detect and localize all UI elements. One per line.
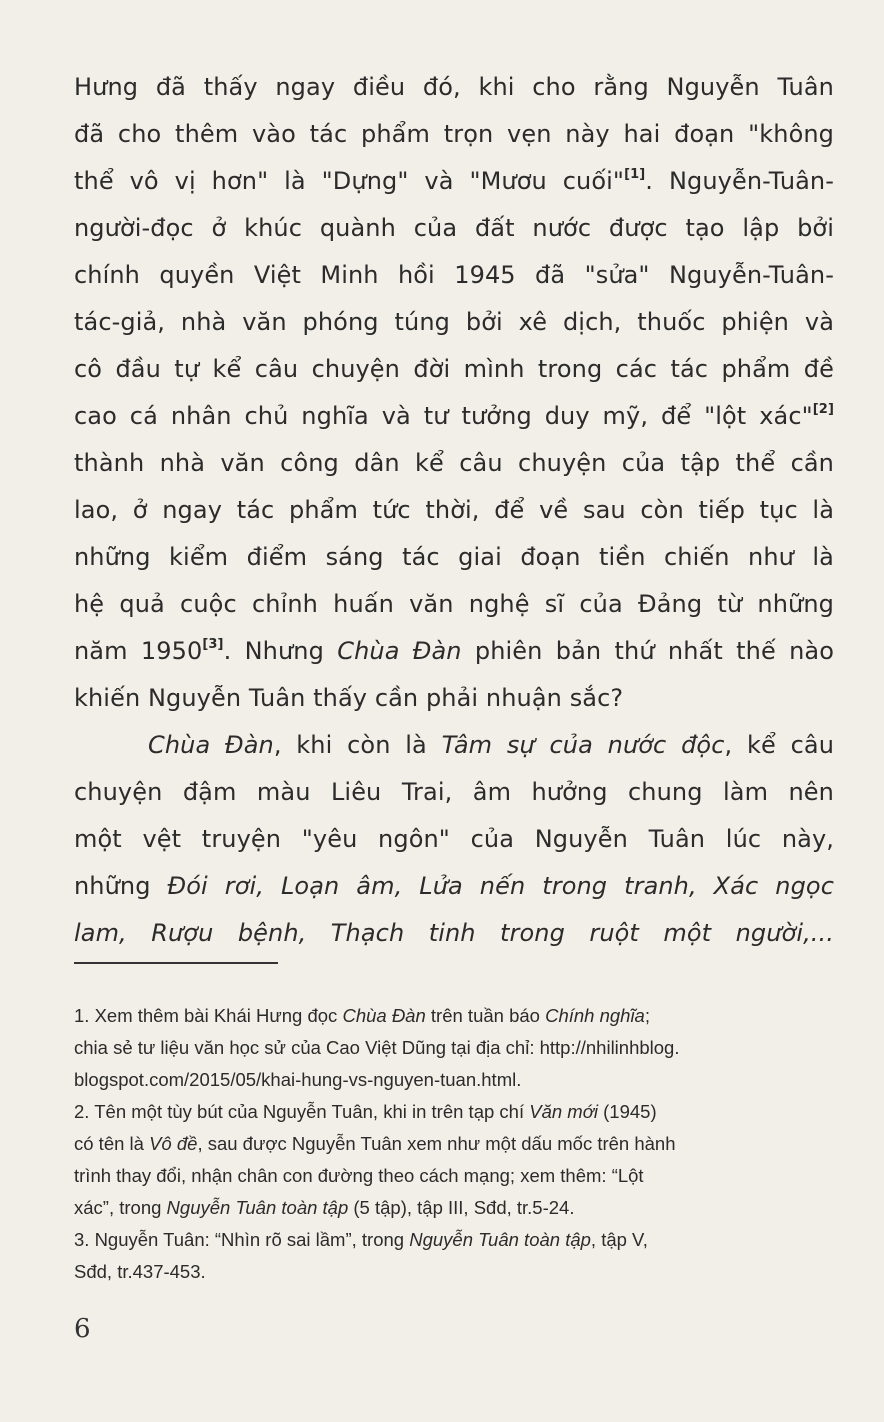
text-line (74, 299, 834, 346)
text-span: tác-giả, nhà văn phóng túng bởi xê dịch, thuốc phiện và (74, 308, 834, 336)
text-span: . Nguyễn-Tuân- (645, 167, 835, 195)
footnote-line (74, 1160, 834, 1192)
text-line (74, 111, 834, 158)
footnote-2 (74, 1096, 834, 1224)
footnotes (74, 1000, 834, 1288)
italic-title: Chùa Đàn (148, 731, 274, 759)
footnote-line (74, 1064, 834, 1096)
text-line (74, 910, 834, 957)
text-line (74, 393, 834, 440)
text-span: , sau được Nguyễn Tuân xem như một dấu mốc trên hành (197, 1133, 676, 1154)
footnote-ref-2[interactable]: [2] (812, 402, 834, 417)
text-line (74, 628, 834, 675)
footnote-divider (74, 962, 278, 964)
text-span: khiến Nguyễn Tuân thấy cần phải nhuận sắc? (74, 684, 624, 712)
text-span: một vệt truyện "yêu ngôn" của Nguyễn Tuân lúc này, (74, 825, 834, 853)
footnote-line (74, 1000, 834, 1032)
italic-title: Chùa Đàn (337, 637, 462, 665)
text-span: , khi còn là (273, 731, 442, 759)
italic-title: Nguyễn Tuân toàn tập (166, 1197, 349, 1218)
italic-title: Chùa Đàn (342, 1005, 426, 1026)
italic-title: Chính nghĩa (545, 1005, 645, 1026)
text-line (74, 675, 834, 722)
text-span: thể vô vị hơn" là "Dựng" và "Mươu cuối" (74, 167, 625, 195)
text-line (74, 769, 834, 816)
main-text (74, 64, 834, 957)
text-line (74, 346, 834, 393)
text-line (74, 487, 834, 534)
text-span: Sđd, tr.437-453. (74, 1261, 206, 1282)
text-span: phiên bản thứ nhất thế nào (461, 637, 834, 665)
text-span: trình thay đổi, nhận chân con đường theo cách mạng; xem thêm: “Lột (74, 1165, 644, 1186)
text-span: (5 tập), tập III, Sđd, tr.5-24. (348, 1197, 575, 1218)
footnote-line (74, 1032, 834, 1064)
italic-title: lam, Rượu bệnh, Thạch tinh trong ruột một người,... (74, 919, 834, 947)
footnote-ref-3[interactable]: [3] (202, 637, 224, 652)
url-text: chia sẻ tư liệu văn học sử của Cao Việt Dũng tại địa chỉ: http://nhilinhblog. (74, 1037, 680, 1058)
paragraph-1 (74, 64, 834, 722)
footnote-line (74, 1096, 834, 1128)
text-span: trên tuần báo (425, 1005, 546, 1026)
text-span: người-đọc ở khúc quành của đất nước được tạo lập bởi (74, 214, 834, 242)
paragraph-2 (74, 722, 834, 957)
text-line (74, 158, 834, 205)
text-span: , tập V, (590, 1229, 648, 1250)
footnote-line (74, 1192, 834, 1224)
text-line (74, 863, 834, 910)
text-span: , kể câu (724, 731, 834, 759)
text-line (74, 440, 834, 487)
text-span: hệ quả cuộc chỉnh huấn văn nghệ sĩ của Đảng từ những (74, 590, 834, 618)
text-span: năm 1950 (74, 637, 203, 665)
footnote-line (74, 1224, 834, 1256)
italic-title: Tâm sự của nước độc (441, 731, 725, 759)
text-span: những (74, 872, 168, 900)
text-span: cao cá nhân chủ nghĩa và tư tưởng duy mỹ, để "lột xác" (74, 402, 813, 430)
italic-title: Đói rơi, Loạn âm, Lửa nến trong tranh, Xác ngọc (167, 872, 835, 900)
text-span: có tên là (74, 1133, 150, 1154)
text-line (74, 816, 834, 863)
text-span: Hưng đã thấy ngay điều đó, khi cho rằng Nguyễn Tuân (74, 73, 834, 101)
text-span: . Nhưng (223, 637, 338, 665)
text-line (74, 252, 834, 299)
text-span: (1945) (598, 1101, 657, 1122)
text-span: 1. Xem thêm bài Khái Hưng đọc (74, 1005, 343, 1026)
text-span: đã cho thêm vào tác phẩm trọn vẹn này hai đoạn "không (74, 120, 834, 148)
footnote-ref-1[interactable]: [1] (624, 167, 646, 182)
text-span: 2. Tên một tùy bút của Nguyễn Tuân, khi in trên tạp chí (74, 1101, 530, 1122)
text-span: xác”, trong (74, 1197, 167, 1218)
page-number: 6 (74, 1314, 91, 1344)
text-span: chính quyền Việt Minh hồi 1945 đã "sửa" Nguyễn-Tuân- (74, 261, 834, 289)
text-span: cô đầu tự kể câu chuyện đời mình trong các tác phẩm đề (74, 355, 834, 383)
text-line (74, 722, 834, 769)
italic-title: Nguyễn Tuân toàn tập (409, 1229, 591, 1250)
footnote-1 (74, 1000, 834, 1096)
italic-title: Vô đề (149, 1133, 198, 1154)
text-span: những kiểm điểm sáng tác giai đoạn tiền chiến như là (74, 543, 834, 571)
footnote-line (74, 1128, 834, 1160)
text-line (74, 534, 834, 581)
text-span: ; (644, 1005, 650, 1026)
text-line (74, 205, 834, 252)
text-span: thành nhà văn công dân kể câu chuyện của tập thể cần (74, 449, 834, 477)
text-span: lao, ở ngay tác phẩm tức thời, để về sau còn tiếp tục là (74, 496, 834, 524)
url-text: blogspot.com/2015/05/khai-hung-vs-nguyen-tuan.html. (74, 1069, 522, 1090)
italic-title: Văn mới (529, 1101, 598, 1122)
footnote-line (74, 1256, 834, 1288)
footnote-3 (74, 1224, 834, 1288)
text-line (74, 64, 834, 111)
text-span: 3. Nguyễn Tuân: “Nhìn rõ sai lầm”, trong (74, 1229, 410, 1250)
text-line (74, 581, 834, 628)
text-span: chuyện đậm màu Liêu Trai, âm hưởng chung làm nên (74, 778, 834, 806)
